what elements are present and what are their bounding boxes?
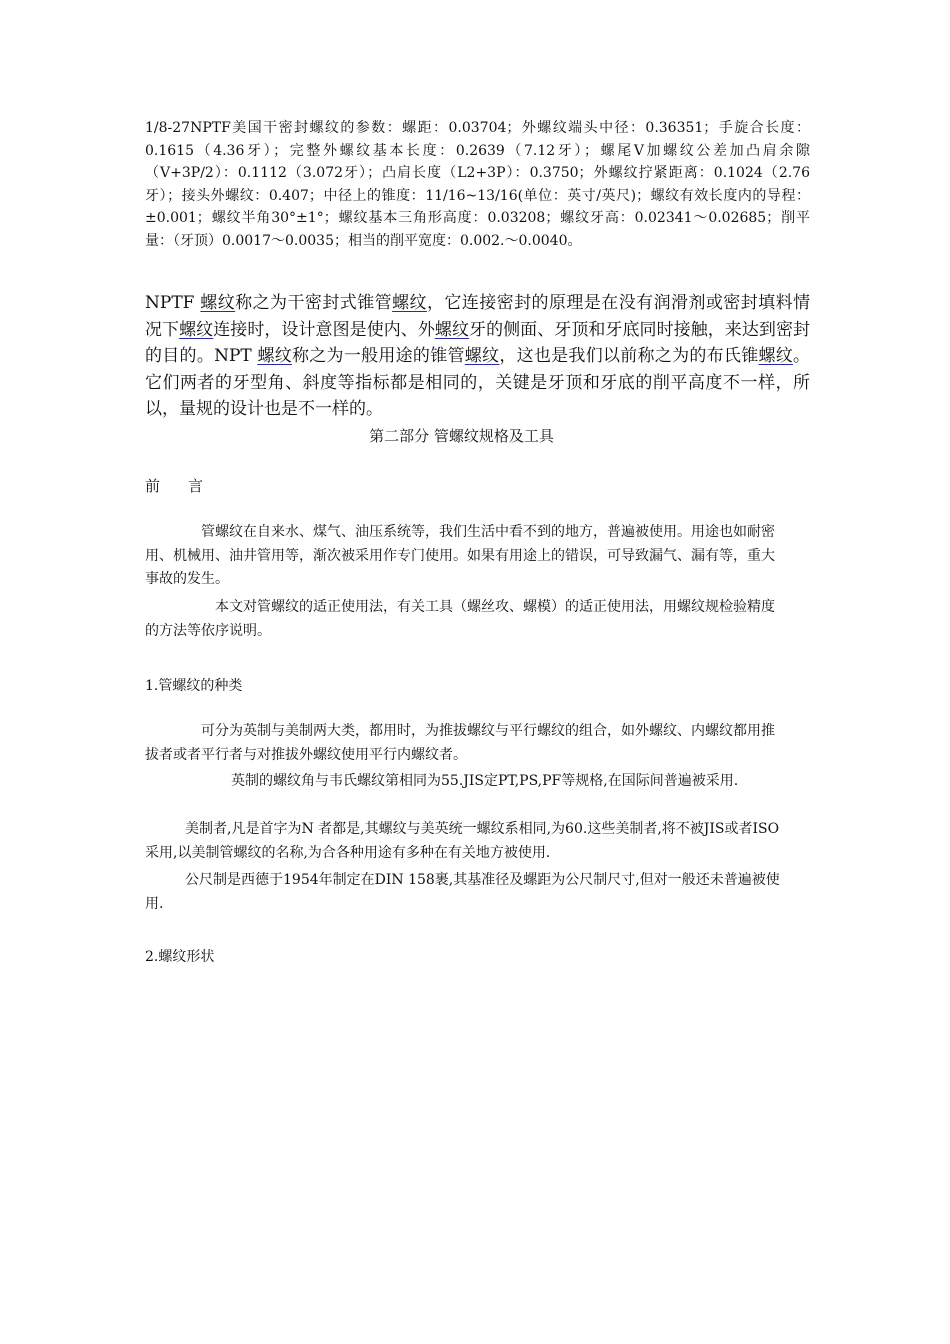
text-run: ，这也是我们以前称之为的布氏锥 [499,346,759,367]
thread-link[interactable]: 螺纹 [200,293,236,313]
section-1-title: 1.管螺纹的种类 [145,678,243,694]
intro-text-2: 本文对管螺纹的适正使用法，有关工具（螺丝攻、螺模）的适正使用法，用螺纹规检验精度的方法等依序说明。 [145,599,775,639]
section-1-text-2: 英制的螺纹角与韦氏螺纹第相同为55.JIS定PT,PS,PF等规格,在国际间普遍被采用. [231,773,739,789]
section-2-title: 2.螺纹形状 [145,949,215,965]
section-1-paragraph-2 [145,770,785,794]
thread-link[interactable]: 螺纹 [179,319,214,340]
preface-heading: 前言 [145,477,232,495]
nptf-npt-description-paragraph [145,290,810,423]
nptf-parameters-paragraph: 1/8-27NPTF美国干密封螺纹的参数：螺距：0.03704；外螺纹端头中径：0.36351；手旋合长度：0.1615（4.36牙）；完整外螺纹基本长度：0.2639（7.12牙）；螺尾V加螺纹公差加凸肩余隙（V+3P/2）：0.1112（3.072牙）；凸肩长度（L2+3P）：0.3750；外螺纹拧紧距离：0.1024（2.76牙）；接头外螺纹：0.407；中径上的锥度：11/16~13/16(单位：英寸/英尺)；螺纹有效长度内的导程：±0.001；螺纹半角30°±1°；螺纹基本三角形高度：0.03208；螺纹牙高：0.02341～0.02685；削平量：（牙顶）0.0017～0.0035；相当的削平宽度：0.002.～0.0040。 [145,120,810,249]
thread-link[interactable]: 螺纹 [758,346,794,367]
text-run: 。它们两者的牙型角、斜度等指标都是相同的，关键是牙顶和牙底的削平高度不一样，所以，量规的设计也是不一样的。 [145,346,811,420]
text-run: 牙的侧面、牙顶和牙底同时接触，来达到密封的目的。NPT [145,319,811,367]
thread-link[interactable]: 螺纹 [434,319,470,340]
section-1-paragraph-3 [145,818,785,865]
text-run: 称之为干密封式锥管 [235,293,393,313]
thread-link[interactable]: 螺纹 [392,293,427,313]
intro-paragraph-2 [145,596,785,643]
intro-paragraph-1 [145,521,785,592]
text-run: 称之为一般用途的锥管 [292,346,465,367]
part-two-heading: 第二部分 管螺纹规格及工具 [369,427,554,445]
section-1-paragraph-1 [145,720,785,767]
section-1-paragraph-4 [145,869,785,916]
text-run: ，它连接密封的原理是在没有润滑剂或密封填料情况下 [145,293,811,340]
intro-text-1: 管螺纹在自来水、煤气、油压系统等，我们生活中看不到的地方，普遍被使用。用途也如耐密用、机械用、油井管用等，渐次被采用作专门使用。如果有用途上的错误，可导致漏气、漏有等，重大事故的发生。 [145,524,775,587]
thread-link[interactable]: 螺纹 [257,346,292,367]
section-1-text-1: 可分为英制与美制两大类，都用时，为推拔螺纹与平行螺纹的组合，如外螺纹、内螺纹都用推拔者或者平行者与对推拔外螺纹使用平行内螺纹者。 [145,723,775,763]
section-1-text-3: 美制者,凡是首字为N 者都是,其螺纹与美英统一螺纹系相同,为60.这些美制者,将不被JIS或者ISO采用,以美制管螺纹的名称,为合各种用途有多种在有关地方被使用. [145,821,780,861]
section-1-text-4: 公尺制是西德于1954年制定在DIN 158裹,其基准径及螺距为公尺制尺寸,但对一般还未普遍被使用. [145,872,780,912]
text-run: 连接时，设计意图是使内、外 [213,319,435,340]
thread-link[interactable]: 螺纹 [464,346,500,367]
text-run: NPTF [145,293,201,313]
